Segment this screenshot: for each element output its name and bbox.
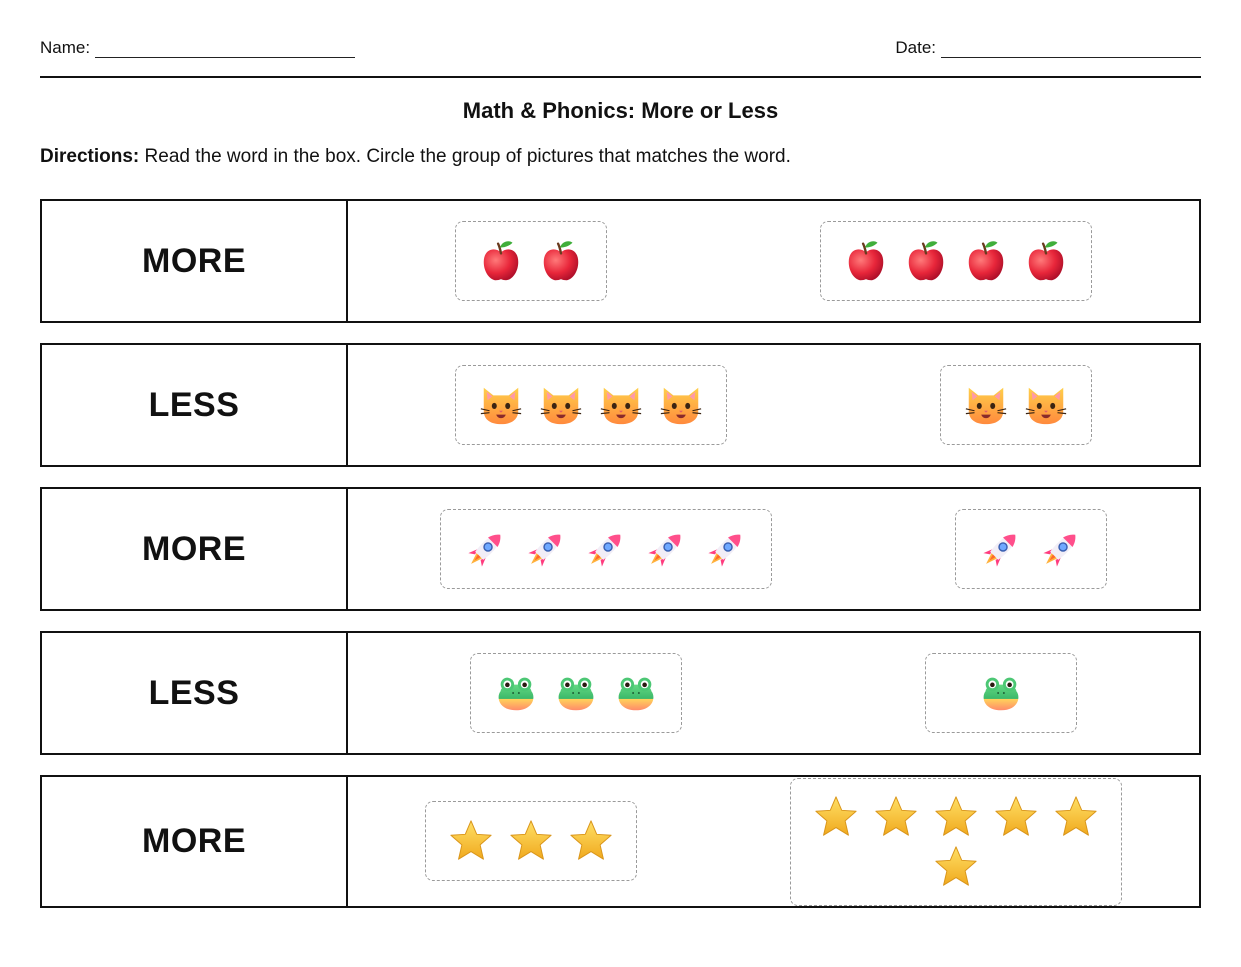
worksheet-header (40, 38, 1201, 62)
date-label: Date: (895, 38, 936, 57)
rocket-icon (696, 524, 756, 574)
word-box: MORE (42, 777, 348, 906)
star-icon (926, 792, 986, 842)
picture-group[interactable] (820, 221, 1092, 301)
cat-face-icon (956, 380, 1016, 430)
date-field[interactable] (895, 38, 1201, 58)
picture-group[interactable] (455, 365, 727, 445)
exercise-row (40, 343, 1201, 467)
name-label: Name: (40, 38, 91, 57)
star-icon (986, 792, 1046, 842)
apple-icon (471, 236, 531, 286)
apple-icon (836, 236, 896, 286)
star-icon (866, 792, 926, 842)
pictures-cell (348, 777, 1199, 906)
rocket-icon (636, 524, 696, 574)
star-icon (501, 816, 561, 866)
pictures-cell (348, 201, 1199, 321)
exercise-row (40, 631, 1201, 755)
cat-face-icon (651, 380, 711, 430)
picture-group[interactable] (955, 509, 1107, 589)
star-icon (561, 816, 621, 866)
picture-group[interactable] (425, 801, 637, 881)
cat-face-icon (531, 380, 591, 430)
picture-group[interactable] (940, 365, 1092, 445)
rocket-icon (576, 524, 636, 574)
cat-face-icon (591, 380, 651, 430)
pictures-cell (348, 633, 1199, 753)
exercise-row (40, 775, 1201, 908)
name-line[interactable] (95, 39, 355, 58)
exercise-row (40, 199, 1201, 323)
frog-icon (546, 668, 606, 718)
star-icon (441, 816, 501, 866)
cat-face-icon (1016, 380, 1076, 430)
picture-group[interactable] (470, 653, 682, 733)
frog-icon (606, 668, 666, 718)
directions (40, 146, 791, 168)
header-divider (40, 76, 1201, 78)
cat-face-icon (471, 380, 531, 430)
word-box: LESS (42, 633, 348, 753)
rocket-icon (456, 524, 516, 574)
picture-group[interactable] (790, 778, 1122, 906)
pictures-cell (348, 489, 1199, 609)
exercise-row (40, 487, 1201, 611)
word-box: MORE (42, 201, 348, 321)
directions-lead: Directions: (40, 146, 140, 167)
pictures-cell (348, 345, 1199, 465)
apple-icon (531, 236, 591, 286)
picture-group[interactable] (455, 221, 607, 301)
page-title: Math & Phonics: More or Less (462, 98, 779, 123)
picture-group[interactable] (440, 509, 772, 589)
frog-icon (486, 668, 546, 718)
apple-icon (956, 236, 1016, 286)
star-icon (806, 792, 866, 842)
rocket-icon (971, 524, 1031, 574)
directions-text: Read the word in the box. Circle the group of pictures that matches the word. (144, 146, 791, 167)
frog-icon (971, 668, 1031, 718)
date-line[interactable] (941, 39, 1201, 58)
name-field[interactable] (40, 38, 355, 58)
star-icon (926, 842, 986, 892)
star-icon (1046, 792, 1106, 842)
apple-icon (896, 236, 956, 286)
word-box: LESS (42, 345, 348, 465)
rocket-icon (1031, 524, 1091, 574)
apple-icon (1016, 236, 1076, 286)
rocket-icon (516, 524, 576, 574)
word-box: MORE (42, 489, 348, 609)
picture-group[interactable] (925, 653, 1077, 733)
